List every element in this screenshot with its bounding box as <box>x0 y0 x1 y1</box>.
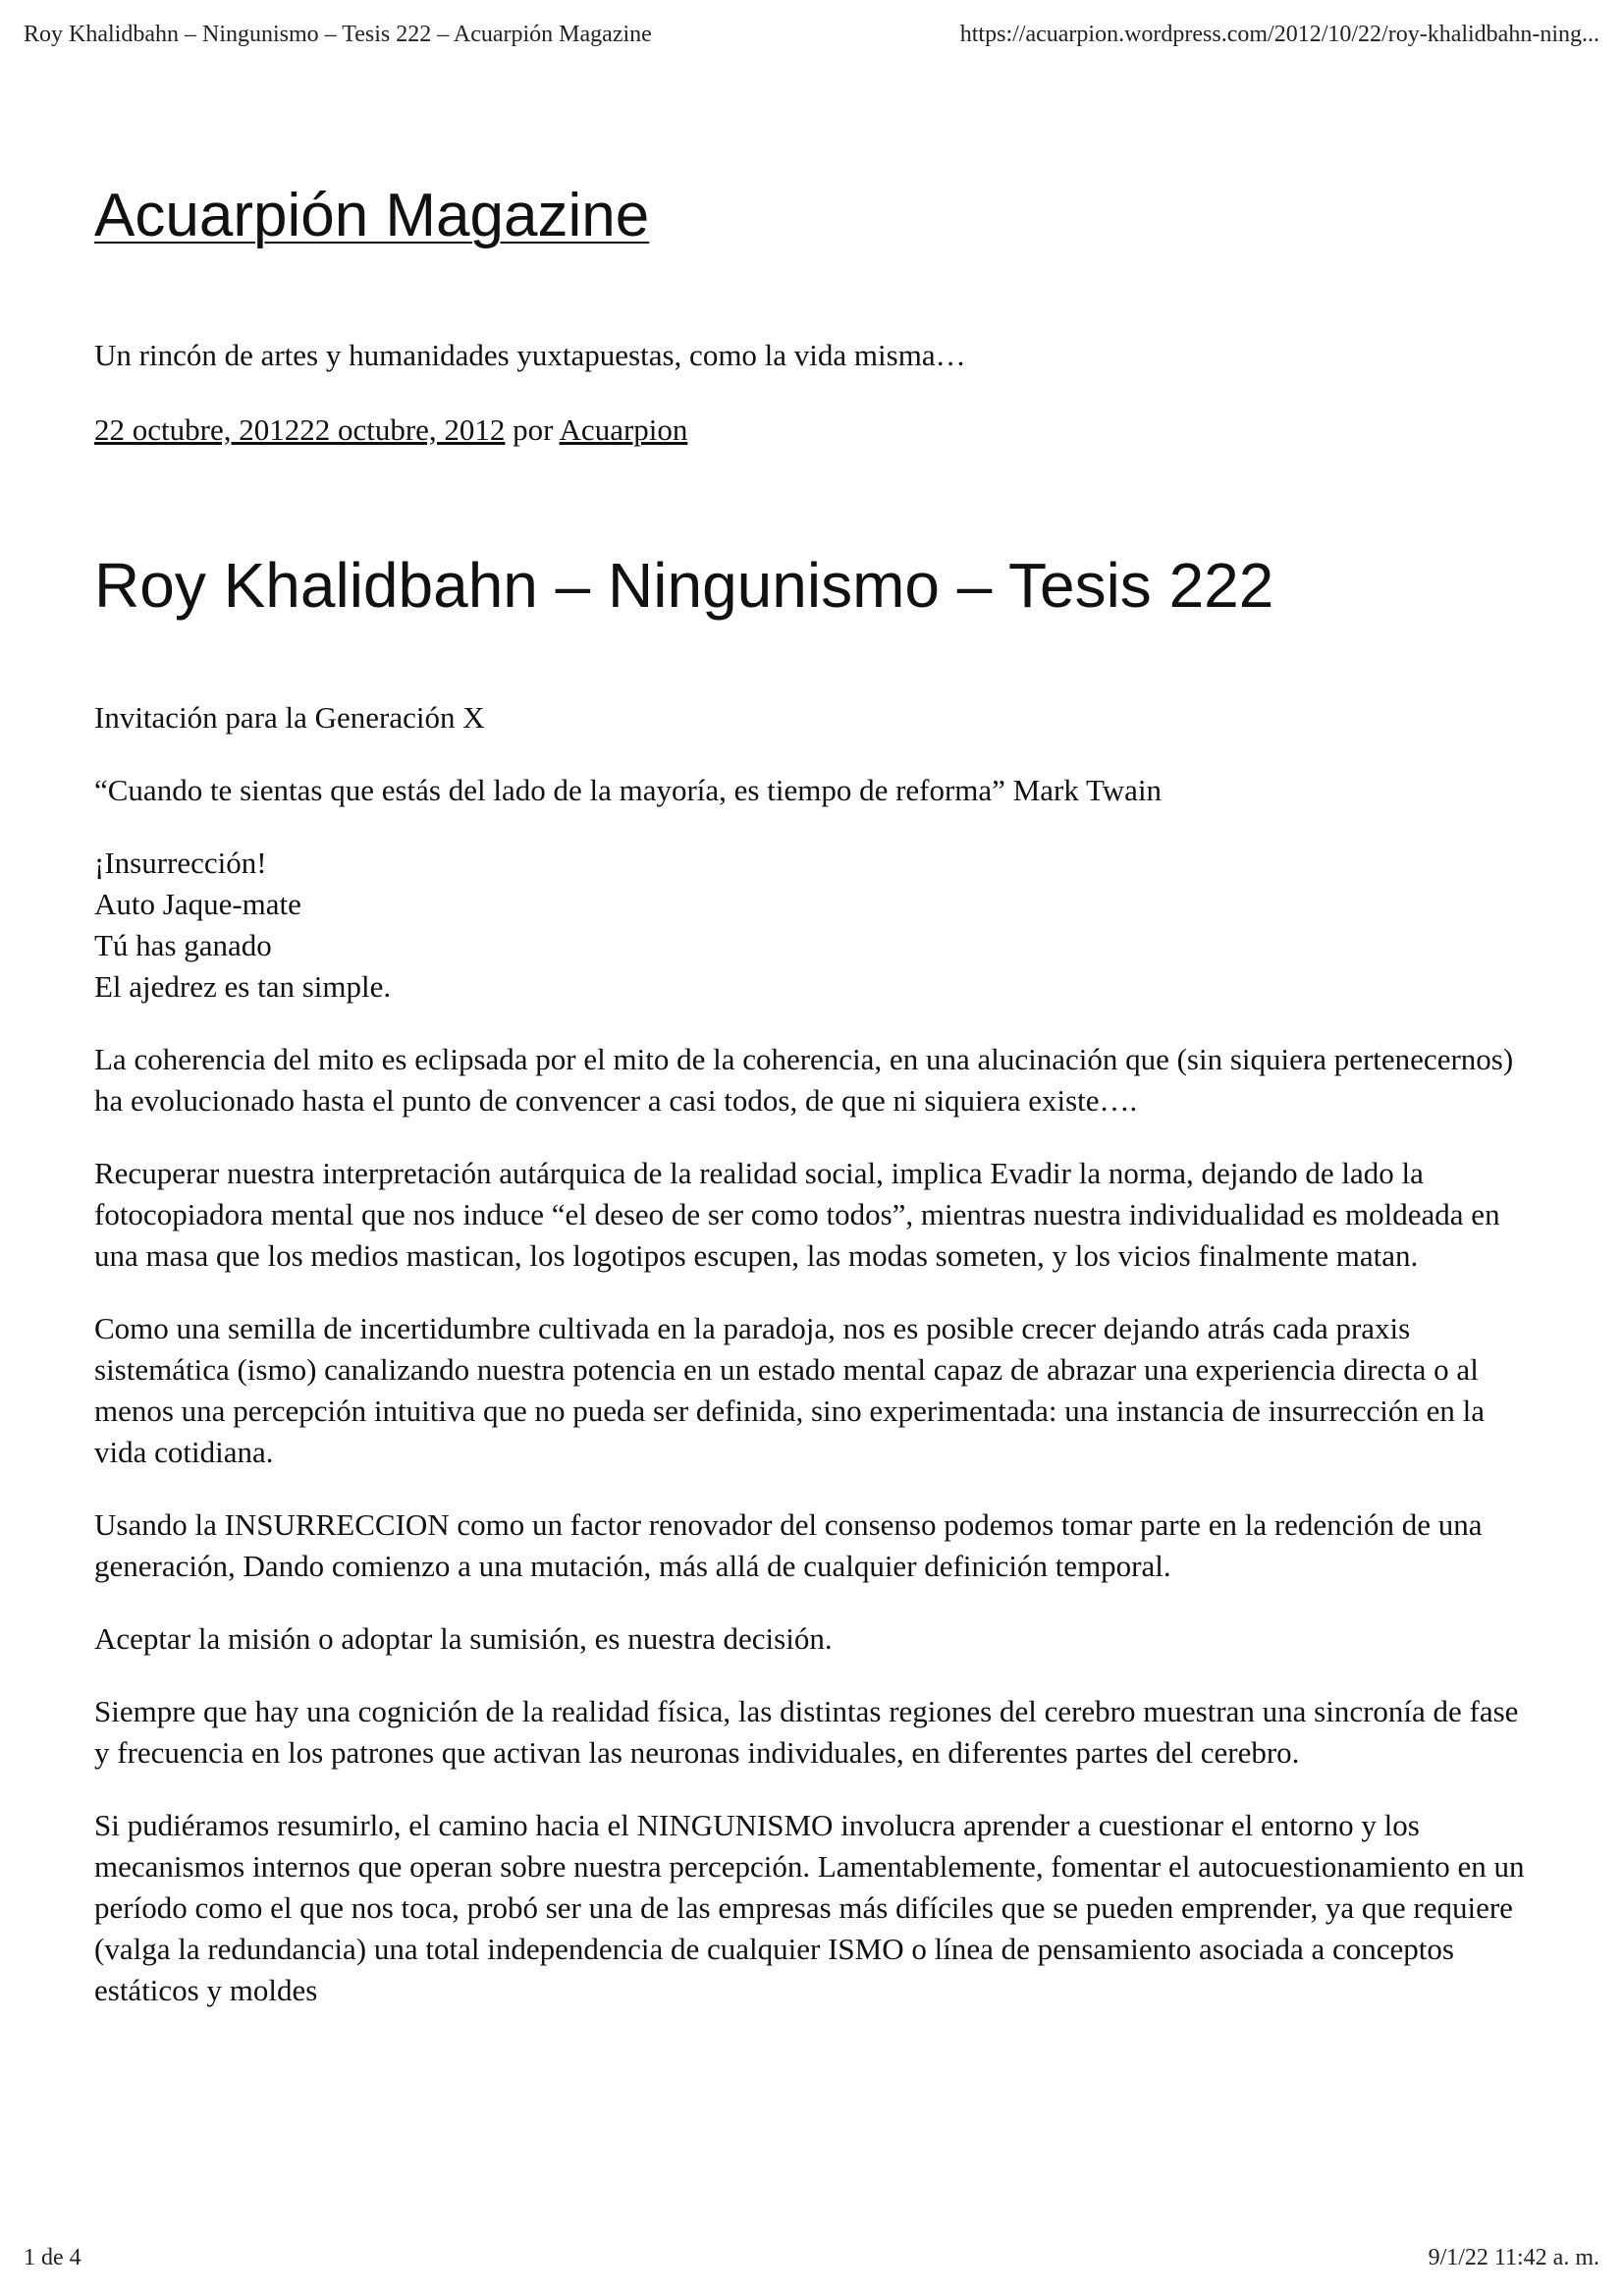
print-timestamp: 9/1/22 11:42 a. m. <box>1428 2245 1599 2270</box>
print-page-number: 1 de 4 <box>24 2245 81 2270</box>
poem-line: Auto Jaque-mate <box>94 887 301 921</box>
poem-line: Tú has ganado <box>94 928 272 962</box>
site-title <box>94 177 1538 255</box>
post-paragraph: Usando la INSURRECCION como un factor renovador del consenso podemos tomar parte en la redención de una generación, Dando comienzo a una mutación, más allá de cualquier definición temporal. <box>94 1507 1483 1583</box>
post-paragraph: Si pudiéramos resumirlo, el camino hacia el NINGUNISMO involucra aprender a cuestionar el entorno y los mecanismos internos que operan sobre nuestra percepción. Lamentablemente, fomentar el autocuestionamiento en un período como el que nos toca, probó ser una de las empresas más difíciles que se pueden emprender, ya que requiere (valga la redundancia) una total independencia de cualquier ISMO o línea de pensamiento asociada a conceptos estáticos y moldes <box>94 1808 1525 2007</box>
page-content <box>94 177 1538 2007</box>
print-footer <box>24 2245 1599 2276</box>
poem-line: El ajedrez es tan simple. <box>94 969 392 1004</box>
post-paragraph: Como una semilla de incertidumbre cultivada en la paradoja, nos es posible crecer dejando atrás cada praxis sistemática (ismo) canalizando nuestra potencia en un estado mental capaz de abrazar una experiencia directa o al menos una percepción intuitiva que no pueda ser definida, sino experimentada: una instancia de insurrección en la vida cotidiana. <box>94 1311 1486 1469</box>
post-paragraph: Siempre que hay una cognición de la realidad física, las distintas regiones del cerebro muestran una sincronía de fase y frecuencia en los patrones que activan las neuronas individuales, en diferentes partes del cerebro. <box>94 1694 1519 1770</box>
site-tagline: Un rincón de artes y humanidades yuxtapuestas, como la vida misma… <box>94 338 966 372</box>
post-quote: “Cuando te sientas que estás del lado de la mayoría, es tiempo de reforma” Mark Twain <box>94 773 1163 807</box>
post-paragraph: Aceptar la misión o adoptar la sumisión, es nuestra decisión. <box>94 1621 833 1656</box>
post-poem <box>94 843 1538 1008</box>
post-title: Roy Khalidbahn – Ningunismo – Tesis 222 <box>94 550 1274 621</box>
post-paragraph: La coherencia del mito es eclipsada por el mito de la coherencia, en una alucinación que (sin siquiera pertenecernos) ha evolucionado hasta el punto de convencer a casi todos, de que ni siquiera existe…. <box>94 1042 1514 1118</box>
post-paragraph: Recuperar nuestra interpretación autárquica de la realidad social, implica Evadir la norma, dejando de lado la fotocopiadora mental que nos induce “el deseo de ser como todos”, mientras nuestra individualidad es moldeada en una masa que los medios mastican, los logotipos escupen, las modas someten, y los vicios finalmente matan. <box>94 1156 1500 1273</box>
post-author-link[interactable]: Acuarpion <box>559 412 688 447</box>
post-by-label: por <box>513 412 554 447</box>
post-meta <box>94 412 687 448</box>
site-title-link[interactable]: Acuarpión Magazine <box>94 182 650 249</box>
post-paragraph: Invitación para la Generación X <box>94 700 485 735</box>
poem-line: ¡Insurrección! <box>94 846 267 880</box>
post-body <box>94 697 1538 2043</box>
print-page-title: Roy Khalidbahn – Ningunismo – Tesis 222 – Acuarpión Magazine <box>24 22 652 47</box>
post-date-link[interactable]: 22 octubre, 201222 octubre, 2012 <box>94 412 506 447</box>
print-page-url: https://acuarpion.wordpress.com/2012/10/22/roy-khalidbahn-ning... <box>959 22 1599 47</box>
print-header <box>24 22 1599 53</box>
